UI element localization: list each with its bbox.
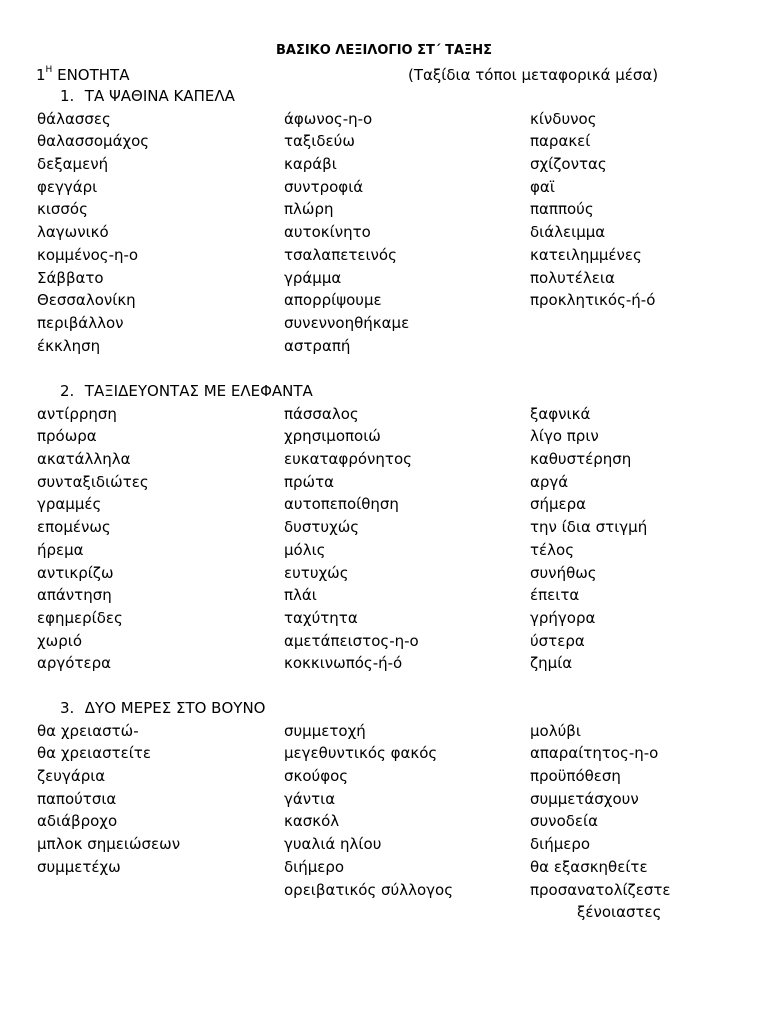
section-number: 1. xyxy=(60,87,75,105)
vocabulary-word: παπούτσια xyxy=(37,789,117,808)
vocabulary-word: συνήθως xyxy=(530,563,597,582)
section-1 xyxy=(37,85,737,357)
word-row xyxy=(37,652,737,675)
section-heading xyxy=(37,697,737,720)
vocabulary-word: συμμετάσχουν xyxy=(530,789,639,808)
vocabulary-word: ευτυχώς xyxy=(284,563,349,582)
vocabulary-word: διήμερο xyxy=(284,857,345,876)
word-row xyxy=(37,198,737,221)
vocabulary-word: σήμερα xyxy=(530,495,587,514)
vocabulary-word: περιβάλλον xyxy=(37,313,124,332)
unit-superscript: Η xyxy=(45,65,53,75)
vocabulary-word: ζευγάρια xyxy=(37,767,106,786)
word-row xyxy=(37,833,737,856)
word-row xyxy=(37,810,737,833)
word-row xyxy=(37,403,737,426)
word-row xyxy=(37,108,737,131)
vocabulary-word: ζημία xyxy=(530,654,573,673)
vocabulary-word: τέλος xyxy=(530,540,574,559)
vocabulary-word: φαϊ xyxy=(530,177,555,196)
vocabulary-word: θα χρειαστώ- xyxy=(37,721,139,740)
section-number: 2. xyxy=(60,382,75,400)
vocabulary-word: κασκόλ xyxy=(284,812,340,831)
word-row xyxy=(37,153,737,176)
vocabulary-word: μπλοκ σημειώσεων xyxy=(37,835,181,854)
vocabulary-word: γάντια xyxy=(284,789,336,808)
vocabulary-word: θα εξασκηθείτε xyxy=(530,857,648,876)
vocabulary-word: χρησιμοποιώ xyxy=(284,427,381,446)
unit-word: ΕΝΟΤΗΤΑ xyxy=(57,66,130,84)
word-row xyxy=(37,562,737,585)
vocabulary-word: δεξαμενή xyxy=(37,155,109,174)
vocabulary-word: ευκαταφρόνητος xyxy=(284,450,412,469)
section-2 xyxy=(37,380,737,675)
word-row xyxy=(37,765,737,788)
section-heading xyxy=(37,85,737,108)
vocabulary-word: προϋπόθεση xyxy=(530,767,621,786)
vocabulary-word: ξένοιαστες xyxy=(577,903,662,922)
vocabulary-word: έπειτα xyxy=(530,586,580,605)
vocabulary-word: αδιάβροχο xyxy=(37,812,118,831)
vocabulary-word: γράμμα xyxy=(284,268,342,287)
vocabulary-word: μόλις xyxy=(284,540,326,559)
word-row xyxy=(37,607,737,630)
vocabulary-word: χωριό xyxy=(37,631,82,650)
vocabulary-word: ταχύτητα xyxy=(284,608,358,627)
vocabulary-word: μολύβι xyxy=(530,721,581,740)
word-row xyxy=(37,856,737,879)
vocabulary-word: φεγγάρι xyxy=(37,177,98,196)
vocabulary-word: ακατάλληλα xyxy=(37,450,131,469)
vocabulary-word: ξαφνικά xyxy=(530,404,591,423)
word-row xyxy=(37,516,737,539)
word-list xyxy=(37,720,737,924)
word-row xyxy=(37,471,737,494)
word-list xyxy=(37,403,737,675)
vocabulary-word: συνεννοηθήκαμε xyxy=(284,313,410,332)
vocabulary-word: απάντηση xyxy=(37,586,112,605)
document-title: ΒΑΣΙΚΟ ΛΕΞΙΛΟΓΙΟ ΣΤ΄ ΤΑΞΗΣ xyxy=(275,43,493,58)
vocabulary-word: αμετάπειστος-η-ο xyxy=(284,631,419,650)
vocabulary-word: γυαλιά ηλίου xyxy=(284,835,382,854)
vocabulary-word: προκλητικός-ή-ό xyxy=(530,291,656,310)
unit-number: 1 xyxy=(36,66,46,84)
word-row xyxy=(37,584,737,607)
vocabulary-word: θάλασσες xyxy=(37,109,111,128)
vocabulary-word: παρακεί xyxy=(530,132,591,151)
vocabulary-word: παππούς xyxy=(530,200,594,219)
vocabulary-word: ορειβατικός σύλλογος xyxy=(284,880,454,899)
vocabulary-word: προσανατολίζεστε xyxy=(530,880,671,899)
vocabulary-word: κίνδυνος xyxy=(530,109,597,128)
vocabulary-word: πλώρη xyxy=(284,200,334,219)
vocabulary-word: επομένως xyxy=(37,518,111,537)
section-heading xyxy=(37,380,737,403)
vocabulary-word: σκούφος xyxy=(284,767,349,786)
vocabulary-word: άφωνος-η-ο xyxy=(284,109,373,128)
vocabulary-word: κομμένος-η-ο xyxy=(37,245,139,264)
vocabulary-word: αντικρίζω xyxy=(37,563,114,582)
vocabulary-word: δυστυχώς xyxy=(284,518,360,537)
word-row xyxy=(37,539,737,562)
vocabulary-word: αργά xyxy=(530,472,569,491)
word-row xyxy=(37,176,737,199)
word-row xyxy=(37,335,737,358)
vocabulary-word: αυτοπεποίθηση xyxy=(284,495,399,514)
word-row xyxy=(37,879,737,902)
word-row xyxy=(37,312,737,335)
word-row xyxy=(37,493,737,516)
vocabulary-word: θα χρειαστείτε xyxy=(37,744,151,763)
word-row xyxy=(37,221,737,244)
word-row xyxy=(37,630,737,653)
unit-theme: (Ταξίδια τόποι μεταφορικά μέσα) xyxy=(408,66,659,84)
vocabulary-word: την ίδια στιγμή xyxy=(530,518,648,537)
unit-line xyxy=(32,64,732,86)
word-row xyxy=(37,130,737,153)
vocabulary-word: κοκκινωπός-ή-ό xyxy=(284,654,403,673)
vocabulary-word: συμμετέχω xyxy=(37,857,121,876)
vocabulary-word: απορρίψουμε xyxy=(284,291,382,310)
unit-label xyxy=(36,64,129,87)
word-row xyxy=(37,720,737,743)
vocabulary-word: απαραίτητος-η-ο xyxy=(530,744,659,763)
section-number: 3. xyxy=(60,699,75,717)
word-row xyxy=(37,267,737,290)
vocabulary-word: κατειλημμένες xyxy=(530,245,642,264)
vocabulary-word: διήμερο xyxy=(530,835,591,854)
vocabulary-word: καράβι xyxy=(284,155,337,174)
word-row xyxy=(37,244,737,267)
vocabulary-word: πρόωρα xyxy=(37,427,97,446)
vocabulary-word: συμμετοχή xyxy=(284,721,366,740)
vocabulary-word: πάσσαλος xyxy=(284,404,359,423)
vocabulary-word: διάλειμμα xyxy=(530,223,606,242)
section-3 xyxy=(37,697,737,924)
vocabulary-word: συνταξιδιώτες xyxy=(37,472,149,491)
vocabulary-word: έκκληση xyxy=(37,336,101,355)
vocabulary-word: μεγεθυντικός φακός xyxy=(284,744,438,763)
vocabulary-word: πολυτέλεια xyxy=(530,268,615,287)
word-row xyxy=(37,425,737,448)
vocabulary-word: ταξιδεύω xyxy=(284,132,355,151)
word-row xyxy=(37,448,737,471)
word-row xyxy=(37,289,737,312)
vocabulary-word: γρήγορα xyxy=(530,608,596,627)
section-title: ΔΥΟ ΜΕΡΕΣ ΣΤΟ ΒΟΥΝΟ xyxy=(84,699,266,717)
section-title: ΤΑ ΨΑΘΙΝΑ ΚΑΠΕΛΑ xyxy=(84,87,235,105)
word-list xyxy=(37,108,737,358)
vocabulary-word: ήρεμα xyxy=(37,540,84,559)
vocabulary-word: Θεσσαλονίκη xyxy=(37,291,136,310)
vocabulary-word: Σάββατο xyxy=(37,268,104,287)
vocabulary-word: τσαλαπετεινός xyxy=(284,245,397,264)
vocabulary-word: λίγο πριν xyxy=(530,427,599,446)
section-title: ΤΑΞΙΔΕΥΟΝΤΑΣ ΜΕ ΕΛΕΦΑΝΤΑ xyxy=(84,382,313,400)
vocabulary-word: πρώτα xyxy=(284,472,335,491)
word-row xyxy=(37,901,737,924)
vocabulary-word: πλάι xyxy=(284,586,317,605)
word-row xyxy=(37,788,737,811)
vocabulary-word: αργότερα xyxy=(37,654,112,673)
vocabulary-word: αυτοκίνητο xyxy=(284,223,371,242)
vocabulary-word: σχίζοντας xyxy=(530,155,607,174)
vocabulary-word: κισσός xyxy=(37,200,88,219)
vocabulary-word: αστραπή xyxy=(284,336,351,355)
vocabulary-word: γραμμές xyxy=(37,495,102,514)
vocabulary-word: εφημερίδες xyxy=(37,608,123,627)
vocabulary-word: ύστερα xyxy=(530,631,585,650)
word-row xyxy=(37,742,737,765)
vocabulary-word: καθυστέρηση xyxy=(530,450,632,469)
vocabulary-word: συνοδεία xyxy=(530,812,598,831)
vocabulary-word: θαλασσομάχος xyxy=(37,132,150,151)
vocabulary-word: συντροφιά xyxy=(284,177,364,196)
vocabulary-word: λαγωνικό xyxy=(37,223,109,242)
vocabulary-word: αντίρρηση xyxy=(37,404,117,423)
